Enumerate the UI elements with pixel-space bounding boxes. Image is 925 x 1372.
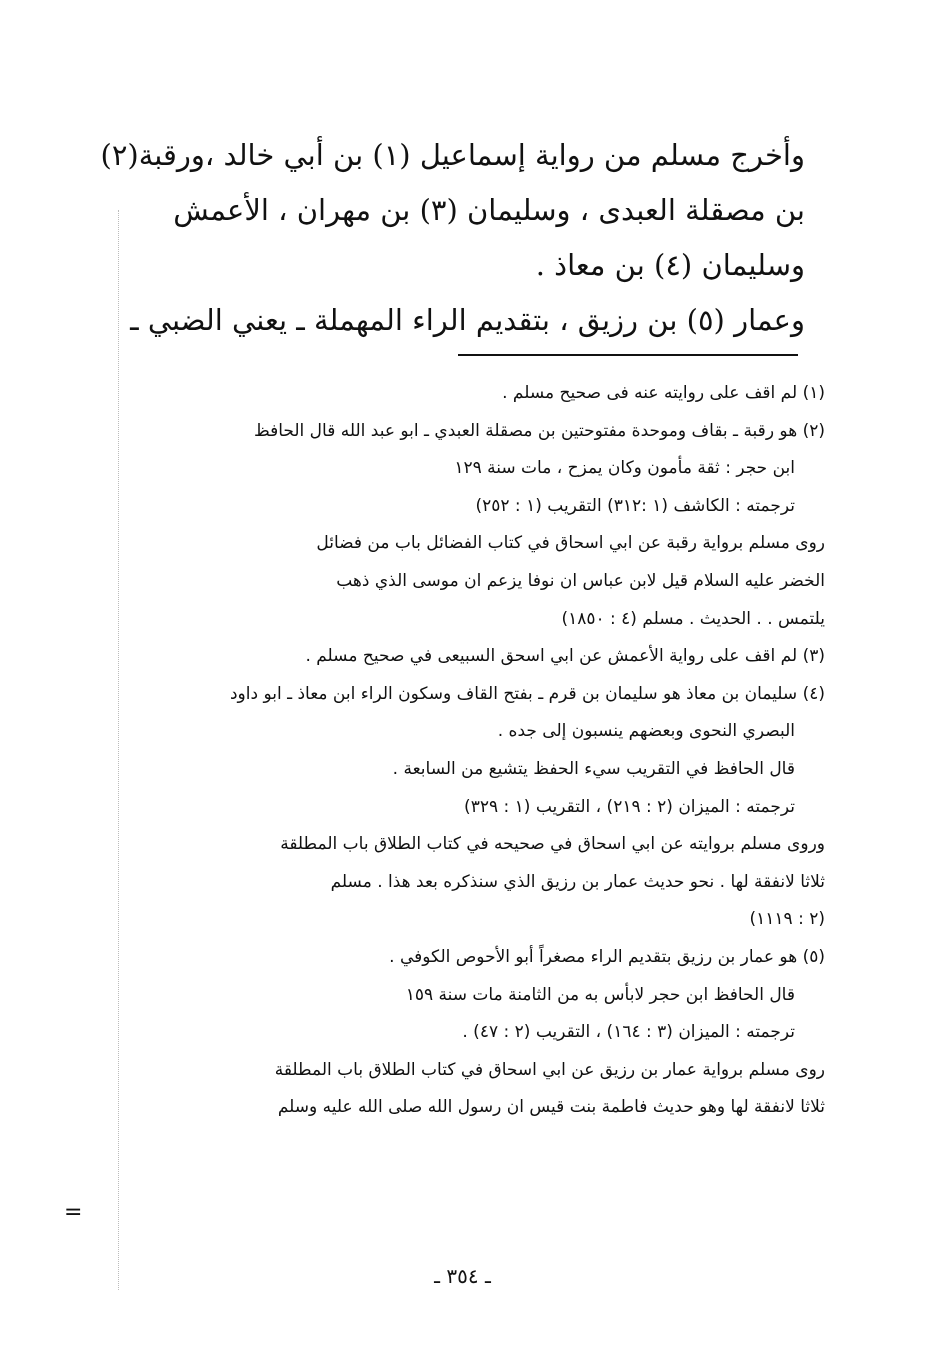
main-text-line: وسليمان (٤) بن معاذ . bbox=[535, 248, 805, 282]
footnote-line: ابن حجر : ثقة مأمون وكان يمزح ، مات سنة ١٢٩ bbox=[454, 458, 795, 479]
main-text-line: وأخرج مسلم من رواية إسماعيل (١) بن أبي خالد ،ورقبة(٢) bbox=[100, 138, 805, 172]
footnote-divider bbox=[458, 354, 798, 356]
footnote-line: ترجمته : الميزان (٣ : ١٦٤) ، التقريب (٢ : ٤٧) . bbox=[462, 1022, 795, 1043]
main-text-block bbox=[100, 128, 805, 348]
footnote-line: قال الحافظ في التقريب سيء الحفظ يتشيع من السابعة . bbox=[392, 758, 795, 779]
footnote-line: ترجمته : الكاشف (١ :٣١٢) التقريب (١ : ٢٥٢) bbox=[475, 495, 795, 516]
continuation-marker: = bbox=[64, 1200, 83, 1225]
footnote-line: (١) لم اقف على روايته عنه فى صحيح مسلم . bbox=[502, 383, 825, 403]
main-text-line: بن مصقلة العبدى ، وسليمان (٣) بن مهران ، الأعمش bbox=[173, 193, 805, 227]
footnote-line: الخضر عليه السلام قيل لابن عباس ان نوفا يزعم ان موسى الذي ذهب bbox=[336, 570, 825, 591]
footnote-line: (٥) هو عمار بن رزيق بتقديم الراء مصغراً أبو الأحوص الكوفي . bbox=[389, 946, 825, 967]
footnote-line: (٤) سليمان بن معاذ هو سليمان بن قرم ـ بفتح القاف وسكون الراء ابن معاذ ـ ابو داود bbox=[229, 683, 825, 704]
footnote-line: قال الحافظ ابن حجر لابأس به من الثامنة مات سنة ١٥٩ bbox=[405, 984, 795, 1005]
page-number: ـ ٣٥٤ ـ bbox=[434, 1264, 491, 1288]
footnote-line: يلتمس . . الحديث . مسلم (٤ : ١٨٥٠) bbox=[561, 608, 825, 629]
footnote-line: ثلاثا لانفقة لها . نحو حديث عمار بن رزيق الذي سنذكره بعد هذا . مسلم bbox=[330, 871, 825, 892]
footnote-line: روى مسلم برواية عمار بن رزيق عن ابي اسحاق في كتاب الطلاق باب المطلقة bbox=[274, 1059, 825, 1080]
footnote-line: (٢ : ١١١٩) bbox=[749, 909, 825, 930]
footnotes-block bbox=[120, 375, 825, 1127]
footnote-line: البصري النحوى وبعضهم ينسبون إلى جده . bbox=[497, 721, 795, 742]
footnote-line: ثلاثا لانفقة لها وهو حديث فاطمة بنت قيس ان رسول الله صلى الله عليه وسلم bbox=[277, 1097, 825, 1118]
footnote-line: روى مسلم برواية رقبة عن ابي اسحاق في كتاب الفضائل باب من فضائل bbox=[316, 533, 825, 554]
footnote-line: وروى مسلم بروايته عن ابي اسحاق في صحيحه في كتاب الطلاق باب المطلقة bbox=[280, 834, 825, 855]
main-text-line: وعمار (٥) بن رزيق ، بتقديم الراء المهملة ـ يعني الضبي ـ bbox=[130, 303, 805, 337]
footnote-line: (٢) هو رقبة ـ بقاف وموحدة مفتوحتين بن مصقلة العبدي ـ ابو عبد الله قال الحافظ bbox=[253, 420, 825, 441]
footnote-line: (٣) لم اقف على رواية الأعمش عن ابي اسحق السبيعى في صحيح مسلم . bbox=[305, 646, 825, 667]
footnote-line: ترجمته : الميزان (٢ : ٢١٩) ، التقريب (١ : ٣٢٩) bbox=[464, 796, 795, 817]
